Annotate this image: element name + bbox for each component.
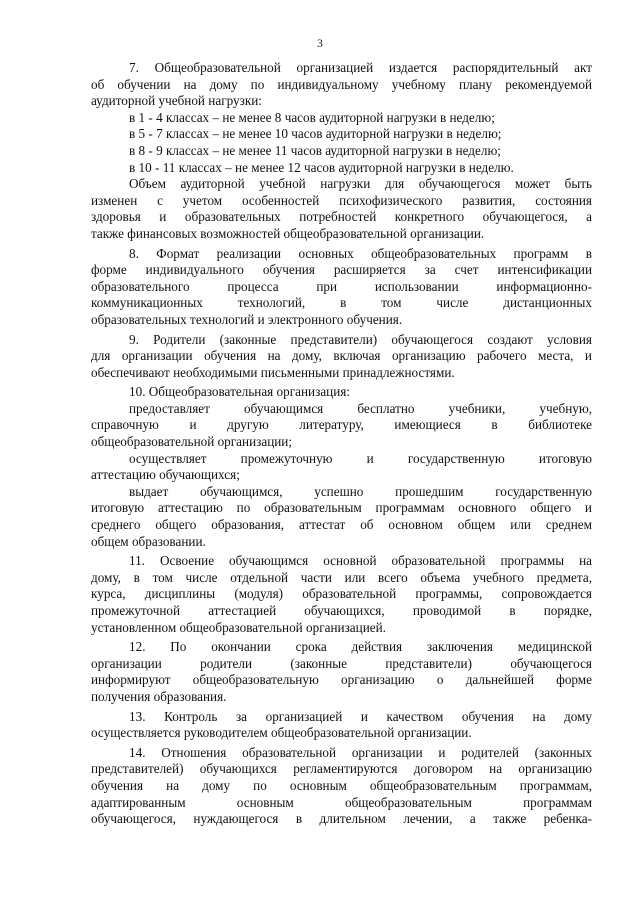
- paragraph-line: 9. Родители (законные представители) обучающегося создают условия: [129, 331, 592, 347]
- paragraph-line: обучения на дому по основным общеобразовательным программам,: [91, 777, 592, 793]
- list-item: в 5 - 7 классах – не менее 10 часов аудиторной нагрузки в неделю;: [129, 126, 502, 142]
- document-body: [91, 60, 592, 828]
- paragraph-line: общем образовании.: [91, 533, 206, 549]
- page-number: 3: [317, 38, 323, 50]
- paragraph-line: 12. По окончании срока действия заключения медицинской: [129, 639, 592, 655]
- paragraph-line: также финансовых возможностей общеобразовательной организации.: [91, 225, 485, 241]
- paragraph-line: справочную и другую литературу, имеющиеся в библиотеке: [91, 417, 592, 433]
- list-item: в 10 - 11 классах – не менее 12 часов аудиторной нагрузки в неделю.: [129, 159, 514, 175]
- paragraph-line: обучающегося, нуждающегося в длительном лечении, а также ребенка-: [91, 811, 592, 827]
- paragraph-line: 13. Контроль за организацией и качеством обучения на дому: [129, 708, 592, 724]
- paragraph-line: обеспечивают необходимыми письменными принадлежностями.: [91, 364, 455, 380]
- paragraph-line: 11. Освоение обучающимся основной образовательной программы на: [129, 553, 592, 569]
- paragraph-line: осуществляется руководителем общеобразовательной организации.: [91, 725, 472, 741]
- paragraph-line: форме индивидуального обучения расширяется за счет интенсификации: [91, 262, 592, 278]
- paragraph-line: организации родители (законные представители) обучающегося: [91, 655, 592, 671]
- paragraph-line: образовательных технологий и электронного обучения.: [91, 311, 403, 327]
- paragraph-line: выдает обучающимся, успешно прошедшим государственную: [129, 483, 592, 499]
- paragraph-line: адаптированным основным общеобразовательным программам: [91, 794, 592, 810]
- paragraph-line: промежуточной аттестацией обучающихся, проводимой в порядке,: [91, 603, 592, 618]
- paragraph-line: 7. Общеобразовательной организацией издается распорядительный акт: [129, 60, 592, 75]
- paragraph-line: 8. Формат реализации основных общеобразовательных программ в: [129, 245, 592, 261]
- paragraph-line: здоровья и образовательных потребностей конкретного обучающегося, а: [91, 209, 592, 225]
- paragraph-line: коммуникационных технологий, в том числе дистанционных: [91, 295, 592, 311]
- paragraph-line: общеобразовательной организации;: [91, 434, 293, 450]
- paragraph-line: образовательного процесса при использовании информационно-: [91, 278, 592, 294]
- paragraph-line: 10. Общеобразовательная организация:: [129, 384, 351, 400]
- paragraph-line: представителей) обучающихся регламентируются договором на организацию: [91, 761, 592, 777]
- paragraph-line: для организации обучения на дому, включая организацию рабочего места, и: [91, 348, 592, 364]
- paragraph-line: курса, дисциплины (модуля) образовательной программы, сопровождается: [91, 586, 592, 602]
- paragraph-line: предоставляет обучающимся бесплатно учебники, учебную,: [129, 400, 592, 416]
- paragraph-line: информируют общеобразовательную организацию о дальнейшей форме: [91, 672, 592, 688]
- list-item: в 8 - 9 классах – не менее 11 часов аудиторной нагрузки в неделю;: [129, 142, 501, 158]
- paragraph-line: осуществляет промежуточную и государственную итоговую: [129, 450, 592, 466]
- paragraph-line: установленном общеобразовательной организацией.: [91, 619, 386, 635]
- paragraph-line: дому, в том числе отдельной части или всего объема учебного предмета,: [91, 569, 592, 585]
- list-item: в 1 - 4 классах – не менее 8 часов аудиторной нагрузки в неделю;: [129, 109, 495, 125]
- paragraph-line: Объем аудиторной учебной нагрузки для обучающегося может быть: [129, 176, 592, 192]
- paragraph-line: среднего общего образования, аттестат об основном общем или среднем: [91, 517, 592, 533]
- paragraph-line: итоговую аттестацию по образовательным программам основного общего и: [91, 500, 592, 516]
- paragraph-line: аудиторной учебной нагрузки:: [91, 93, 262, 109]
- paragraph-line: получения образования.: [91, 688, 227, 704]
- paragraph-line: об обучении на дому по индивидуальному учебному плану рекомендуемой: [91, 76, 592, 92]
- paragraph-line: изменен с учетом особенностей психофизического развития, состояния: [91, 192, 592, 208]
- paragraph-line: аттестацию обучающихся;: [91, 467, 240, 483]
- paragraph-line: 14. Отношения образовательной организации и родителей (законных: [129, 744, 592, 760]
